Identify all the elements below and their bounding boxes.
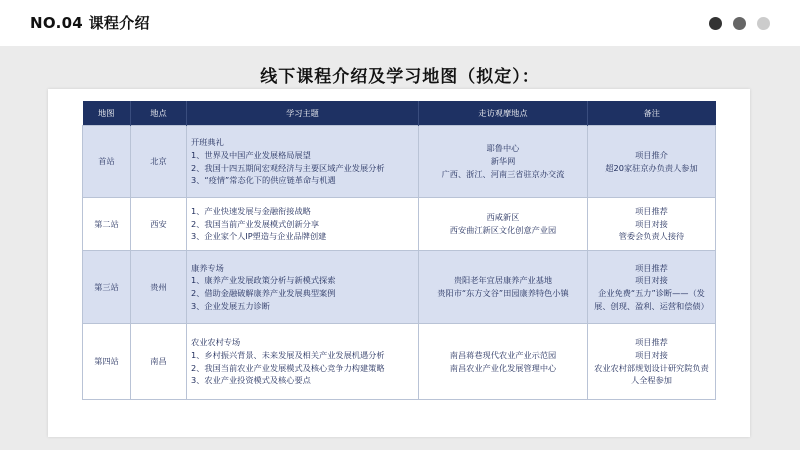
topics-cell [187, 324, 419, 400]
visit-line: 贵阳老年宜居康养产业基地 [453, 275, 553, 286]
dot-2 [733, 17, 746, 30]
topic-line: 2、我国当前农业产业发展模式及核心竞争力构建策略 [191, 362, 385, 373]
note-line: 农业农村部规划设计研究院负责人全程参加 [594, 362, 709, 386]
topic-line: 3、农业产业投资模式及核心要点 [191, 375, 311, 386]
note-line: 项目对接 [635, 218, 668, 229]
slide-title: NO.04 课程介绍 [30, 14, 150, 32]
note-line: 企业免费“五力”诊断——（发展、创现、盈利、运营和偿债） [594, 288, 709, 311]
note-line: 项目推介 [635, 149, 668, 160]
course-schedule-table [82, 101, 716, 400]
col-header: 地图 [83, 101, 131, 126]
visits-cell [419, 126, 588, 198]
topic-line: 3、“疫情”常态化下的供应链革命与机遇 [191, 175, 336, 186]
place-cell: 西安 [131, 198, 187, 251]
place-cell: 贵州 [131, 251, 187, 324]
table-row [83, 251, 716, 324]
col-header: 走访观摩地点 [419, 101, 588, 126]
topics-cell [187, 126, 419, 198]
note-line: 项目对接 [635, 349, 668, 360]
topic-line: 1、康养产业发展政策分析与新模式探索 [191, 275, 336, 286]
note-line: 项目推荐 [635, 205, 668, 216]
table-row [83, 126, 716, 198]
note-line: 项目对接 [635, 275, 668, 286]
dot-1 [709, 17, 722, 30]
topic-line: 3、企业发展五力诊断 [191, 300, 270, 311]
stop-cell: 第三站 [83, 251, 131, 324]
topic-line: 1、产业快速发展与金融衔接战略 [191, 205, 311, 216]
note-line: 管委会负责人接待 [618, 231, 685, 242]
visits-cell [419, 324, 588, 400]
notes-cell [588, 324, 716, 400]
topic-line: 2、借助金融破解康养产业发展典型案例 [191, 288, 336, 298]
table-row [83, 324, 716, 400]
col-header: 学习主题 [187, 101, 419, 126]
topic-line: 康养专场 [191, 262, 224, 273]
visits-cell [419, 251, 588, 324]
table-row [83, 198, 716, 251]
topic-line: 农业农村专场 [191, 337, 241, 348]
visit-line: 耶鲁中心 [486, 143, 520, 154]
topics-cell [187, 198, 419, 251]
place-cell: 北京 [131, 126, 187, 198]
note-line: 超20家驻京办负责人参加 [605, 162, 698, 173]
visits-cell [419, 198, 588, 251]
visit-line: 西咸新区 [486, 212, 520, 223]
topic-line: 开班典礼 [191, 137, 224, 148]
col-header: 地点 [131, 101, 187, 126]
col-header: 备注 [588, 101, 716, 126]
visit-line: 贵阳市“东方文谷”田园康养特色小镇 [437, 288, 569, 298]
topic-line: 2、我国十四五期间宏观经济与主要区域产业发展分析 [191, 162, 385, 173]
table-header-row [83, 101, 716, 126]
note-line: 项目推荐 [635, 337, 668, 348]
place-cell: 南昌 [131, 324, 187, 400]
dot-3 [757, 17, 770, 30]
notes-cell [588, 251, 716, 324]
topic-line: 1、世界及中国产业发展格局展望 [191, 149, 311, 160]
pagination-dots [709, 17, 770, 30]
topics-cell [187, 251, 419, 324]
note-line: 项目推荐 [635, 262, 668, 273]
visit-line: 南昌蒋巷现代农业产业示范园 [449, 349, 557, 360]
stop-cell: 第四站 [83, 324, 131, 400]
section-heading: 线下课程介绍及学习地图（拟定）： [260, 67, 540, 87]
visit-line: 南昌农业产业化发展管理中心 [449, 362, 557, 373]
table-card [48, 89, 750, 437]
stop-cell: 第二站 [83, 198, 131, 251]
topic-line: 3、企业家个人IP塑造与企业品牌创建 [191, 231, 327, 242]
header-bar [0, 0, 800, 46]
topic-line: 2、我国当前产业发展模式创新分享 [191, 218, 320, 229]
notes-cell [588, 126, 716, 198]
visit-line: 西安曲江新区文化创意产业园 [449, 225, 557, 235]
topic-line: 1、乡村振兴背景、未来发展及相关产业发展机遇分析 [191, 349, 385, 360]
notes-cell [588, 198, 716, 251]
visit-line: 新华网 [490, 156, 516, 167]
stop-cell: 首站 [83, 126, 131, 198]
visit-line: 广西、浙江、河南三省驻京办交流 [441, 168, 565, 179]
